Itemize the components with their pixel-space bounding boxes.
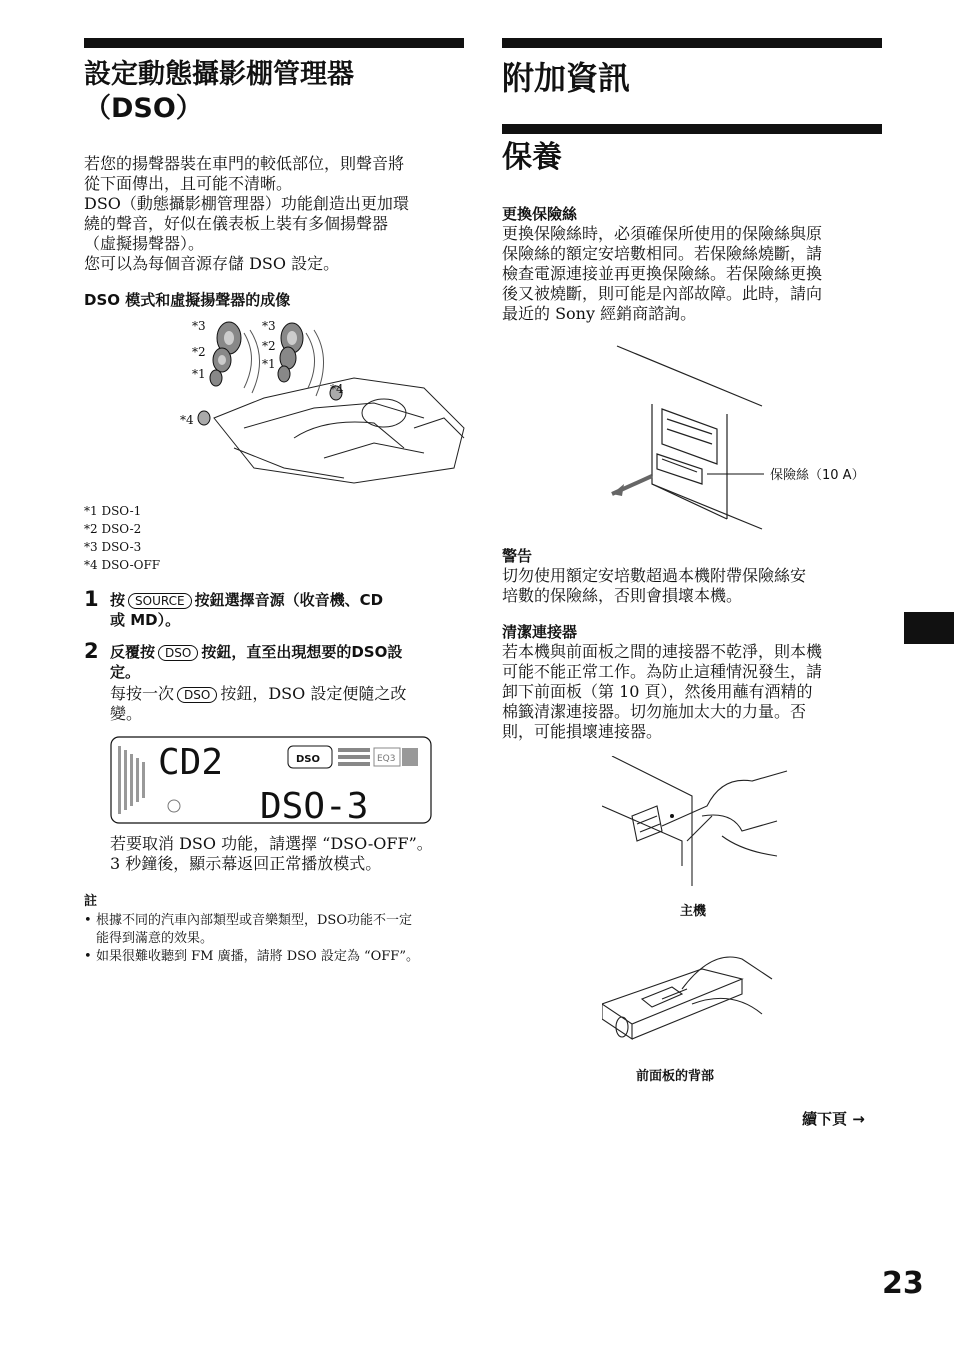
note-item: • 根據不同的汽車內部類型或音樂類型，DSO功能不一定 能得到滿意的效果。 [84,913,412,946]
label-star4-right: *4 [330,382,344,396]
dso-intro: 若您的揚聲器裝在車門的較低部位，則聲音將 從下面傳出，且可能不清晰。 DSO（動態攝影棚管理器）功能創造出更加環 繞的聲音，好似在儀表板上裝有多個揚聲器 （虛擬揚聲器）。 您可以為每個音源存儲 DSO 設定。 [84,154,409,273]
lcd-line1: CD2 [158,742,224,783]
lcd-eq-tag: EQ3 [377,754,396,764]
main-unit-illustration [602,756,802,896]
step-2-number: 2 [84,639,99,663]
additional-info-title: 附加資訊 [502,59,631,97]
note-item: • 如果很難收聽到 FM 廣播，請將 DSO 設定為 “OFF”。 [84,949,419,964]
step-1-number: 1 [84,587,99,611]
clean-text: 若本機與前面板之間的連接器不乾淨，則本機 可能不能正常工作。為防止這種情況發生，請 卸下前面板（第 10 頁），然後用蘸有酒精的 棉籤清潔連接器。切勿施加太大的力量。否 則，可能損壞連接器。 [502,642,823,741]
lcd-line2: DSO-3 [260,786,369,824]
label-star3-left: *3 [192,319,206,333]
section-rule [502,124,882,134]
front-panel-illustration [602,949,802,1059]
right-title-rule [502,38,882,48]
figure-heading: DSO 模式和虛擬揚聲器的成像 [84,291,291,309]
label-star1-right: *1 [262,357,276,371]
label-star2-left: *2 [192,345,206,359]
section-tab [904,612,954,644]
dso-legend: *1 DSO-1 *2 DSO-2 *3 DSO-3 *4 DSO-OFF [84,504,161,572]
notes [84,892,464,966]
car-speaker-illustration [174,318,474,488]
lcd-dso-tag: DSO [296,754,321,765]
dso-button[interactable]: DSO [158,645,198,661]
warning-heading: 警告 [502,547,533,565]
left-title-rule [84,38,464,48]
clean-heading: 清潔連接器 [502,623,578,641]
virtual-speakers-right [278,323,303,382]
source-button[interactable]: SOURCE [128,593,192,609]
left-column [84,38,464,966]
dso-button-body[interactable]: DSO [177,687,217,703]
fuse-label: 保險絲（10 A） [770,468,865,483]
dso-title: 設定動態攝影棚管理器 （DSO） [84,59,354,124]
continued-next-page: 續下頁 → [802,1110,865,1128]
notes-heading: 註 [84,894,98,909]
label-star4-left: *4 [180,413,194,427]
label-star1-left: *1 [192,367,206,381]
fuse-text: 更換保險絲時，必須確保所使用的保險絲與原 保險絲的額定安培數相同。若保險絲燒斷，請 檢查電源連接並再更換保險絲。若保險絲更換 後又被燒斷，則可能是內部故障。此時，請向 最近的 Sony 經銷商諮詢。 [502,224,823,323]
label-star2-right: *2 [262,339,276,353]
cancel-instructions: 若要取消 DSO 功能，請選擇 “DSO-OFF”。 3 秒鐘後，顯示幕返回正常播放模式。 [110,834,433,873]
step-1: 1 按 SOURCE 按鈕選擇音源（收音機、CD 或 MD）。 [84,587,384,629]
label-star3-right: *3 [262,319,276,333]
main-unit-caption: 主機 [680,904,707,919]
maintenance-title: 保養 [502,140,562,175]
right-column [502,38,882,1084]
page-number: 23 [882,1266,924,1301]
fuse-illustration [502,334,882,534]
fuse-heading: 更換保險絲 [502,205,578,223]
front-panel-caption: 前面板的背部 [636,1069,715,1084]
step-2: 2 反覆按 DSO 按鈕，直至出現想要的DSO設 定。 每按一次 DSO 按鈕，DSO 設定便隨之改 變。 CD2 DSO EQ3 DSO-3 若要取消 DSO 功能，請選擇 “DSO-OFF”。 3 秒鐘後，顯示幕返回正常播放模式。 [84,642,464,874]
virtual-speakers-left [210,322,241,386]
lcd-display [110,736,432,824]
warning-text: 切勿使用額定安培數超過本機附帶保險絲安 培數的保險絲，否則會損壞本機。 [502,566,807,605]
